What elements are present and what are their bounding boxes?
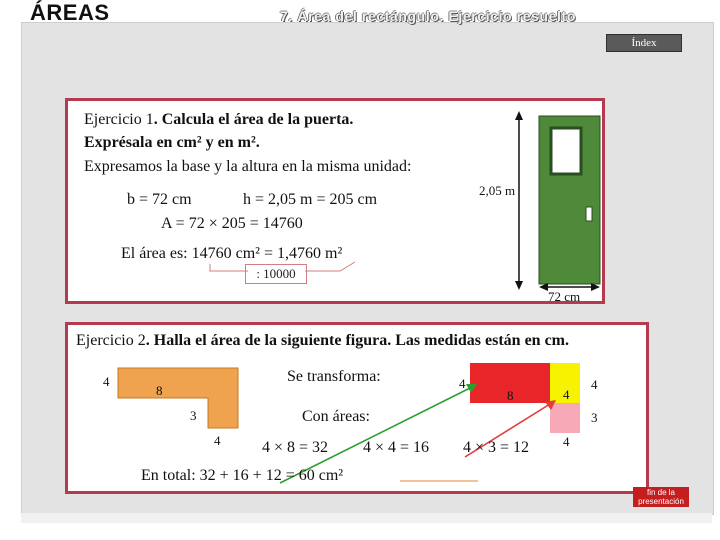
area1-calc: 4 × 8 = 32 xyxy=(262,439,329,456)
total-calc: En total: 32 + 16 + 12 = 60 cm² xyxy=(141,467,344,484)
index-button[interactable]: Índex xyxy=(606,34,682,52)
r-yellow-4: 4 xyxy=(563,387,570,402)
area3-calc: 4 × 3 = 12 xyxy=(463,439,530,456)
r-8: 8 xyxy=(507,388,514,403)
exercise1-result: El área es: 14760 cm² = 1,4760 m² xyxy=(121,245,343,262)
slide-title: 7. Área del rectángulo. Ejercicio resuelto xyxy=(280,8,576,24)
dim-3: 3 xyxy=(190,408,197,423)
dim-left-4: 4 xyxy=(103,374,110,389)
door-width-label: 72 cm xyxy=(548,289,581,304)
exercise1-height: h = 2,05 m = 205 cm xyxy=(243,191,378,208)
areas-label: Con áreas: xyxy=(302,408,370,425)
r-right-3: 3 xyxy=(591,410,598,425)
section-title: ÁREAS xyxy=(30,0,110,25)
r-left-4: 4 xyxy=(459,376,466,391)
exercise2-heading-label: Ejercicio 2 xyxy=(76,332,146,349)
exercise1-line3: Expresamos la base y la altura en la misma unidad: xyxy=(84,158,412,175)
exercise2-heading-text: . Halla el área de la siguiente figura. Las medidas están en cm. xyxy=(145,332,569,349)
door-height-label: 2,05 m xyxy=(479,183,516,198)
exercise1-heading-label: Ejercicio 1 xyxy=(84,111,154,128)
area2-calc: 4 × 4 = 16 xyxy=(363,439,430,456)
exercise1-area-calc: A = 72 × 205 = 14760 xyxy=(161,215,303,232)
exercise1-line2: Exprésala en cm² y en m². xyxy=(84,134,260,151)
rect-pink xyxy=(550,403,580,433)
end-presentation-button[interactable] xyxy=(633,487,689,507)
dim-bottom-4: 4 xyxy=(214,433,221,448)
exercise1-heading-text: . Calcula el área de la puerta. xyxy=(153,111,354,128)
transform-label: Se transforma: xyxy=(287,368,381,385)
divide-label: : 10000 xyxy=(245,264,307,284)
exercise1-base: b = 72 cm xyxy=(127,191,192,208)
r-right-4: 4 xyxy=(591,377,598,392)
end-button-line1: fin de la xyxy=(646,488,676,497)
r-bottom-4: 4 xyxy=(563,434,570,449)
end-button-line2: presentación xyxy=(638,497,684,506)
dim-top-8: 8 xyxy=(156,383,163,398)
l-shape xyxy=(118,368,238,428)
